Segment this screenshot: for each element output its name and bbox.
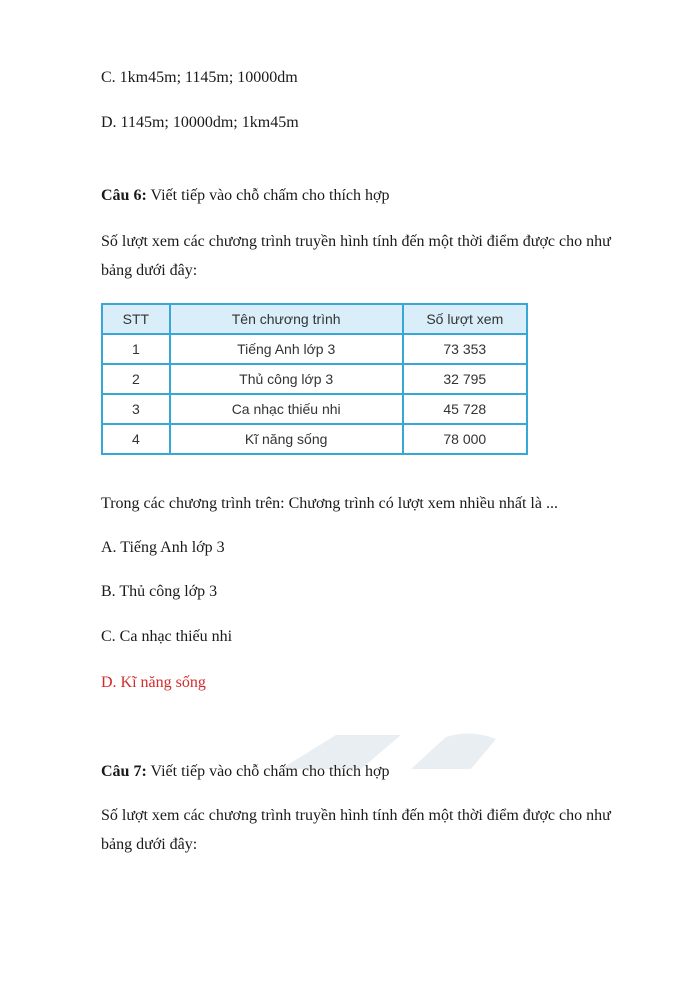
table-row xyxy=(102,364,527,394)
header-program-name: Tên chương trình xyxy=(170,304,403,334)
cell-stt: 2 xyxy=(102,364,170,394)
cell-views: 78 000 xyxy=(403,424,527,454)
cell-stt: 1 xyxy=(102,334,170,364)
q7-label: Câu 7: xyxy=(101,763,147,780)
cell-views: 45 728 xyxy=(403,394,527,424)
q6-intro-line2: bảng dưới đây: xyxy=(101,262,198,279)
table-row xyxy=(102,334,527,364)
q6-option-b: B. Thủ công lớp 3 xyxy=(101,583,218,600)
q6-option-a: A. Tiếng Anh lớp 3 xyxy=(101,539,225,556)
cell-program-name: Ca nhạc thiếu nhi xyxy=(170,394,403,424)
cell-program-name: Kĩ năng sống xyxy=(170,424,403,454)
prev-option-c: C. 1km45m; 1145m; 10000dm xyxy=(101,69,298,86)
q6-views-table xyxy=(101,303,528,455)
cell-views: 73 353 xyxy=(403,334,527,364)
prev-option-d: D. 1145m; 10000dm; 1km45m xyxy=(101,114,299,131)
cell-program-name: Thủ công lớp 3 xyxy=(170,364,403,394)
q6-intro-line1: Số lượt xem các chương trình truyền hình tính đến một thời điểm được cho như xyxy=(101,233,611,250)
q6-option-c: C. Ca nhạc thiếu nhi xyxy=(101,628,233,645)
table-row xyxy=(102,394,527,424)
cell-stt: 3 xyxy=(102,394,170,424)
q6-label: Câu 6: xyxy=(101,187,147,204)
q6-table-figure xyxy=(101,303,528,465)
cell-program-name: Tiếng Anh lớp 3 xyxy=(170,334,403,364)
header-stt: STT xyxy=(102,304,170,334)
cell-stt: 4 xyxy=(102,424,170,454)
header-views: Số lượt xem xyxy=(403,304,527,334)
q7-intro-line1: Số lượt xem các chương trình truyền hình tính đến một thời điểm được cho như xyxy=(101,807,611,824)
q6-option-d-answer: D. Kĩ năng sống xyxy=(101,674,206,691)
q6-instruction: Viết tiếp vào chỗ chấm cho thích hợp xyxy=(146,187,390,204)
q6-heading xyxy=(101,186,389,206)
q7-intro-line2: bảng dưới đây: xyxy=(101,836,198,853)
q6-question: Trong các chương trình trên: Chương trình có lượt xem nhiều nhất là ... xyxy=(101,495,558,512)
table-header-row xyxy=(102,304,527,334)
table-row xyxy=(102,424,527,454)
q7-heading xyxy=(101,762,389,782)
q7-instruction: Viết tiếp vào chỗ chấm cho thích hợp xyxy=(146,763,390,780)
cell-views: 32 795 xyxy=(403,364,527,394)
